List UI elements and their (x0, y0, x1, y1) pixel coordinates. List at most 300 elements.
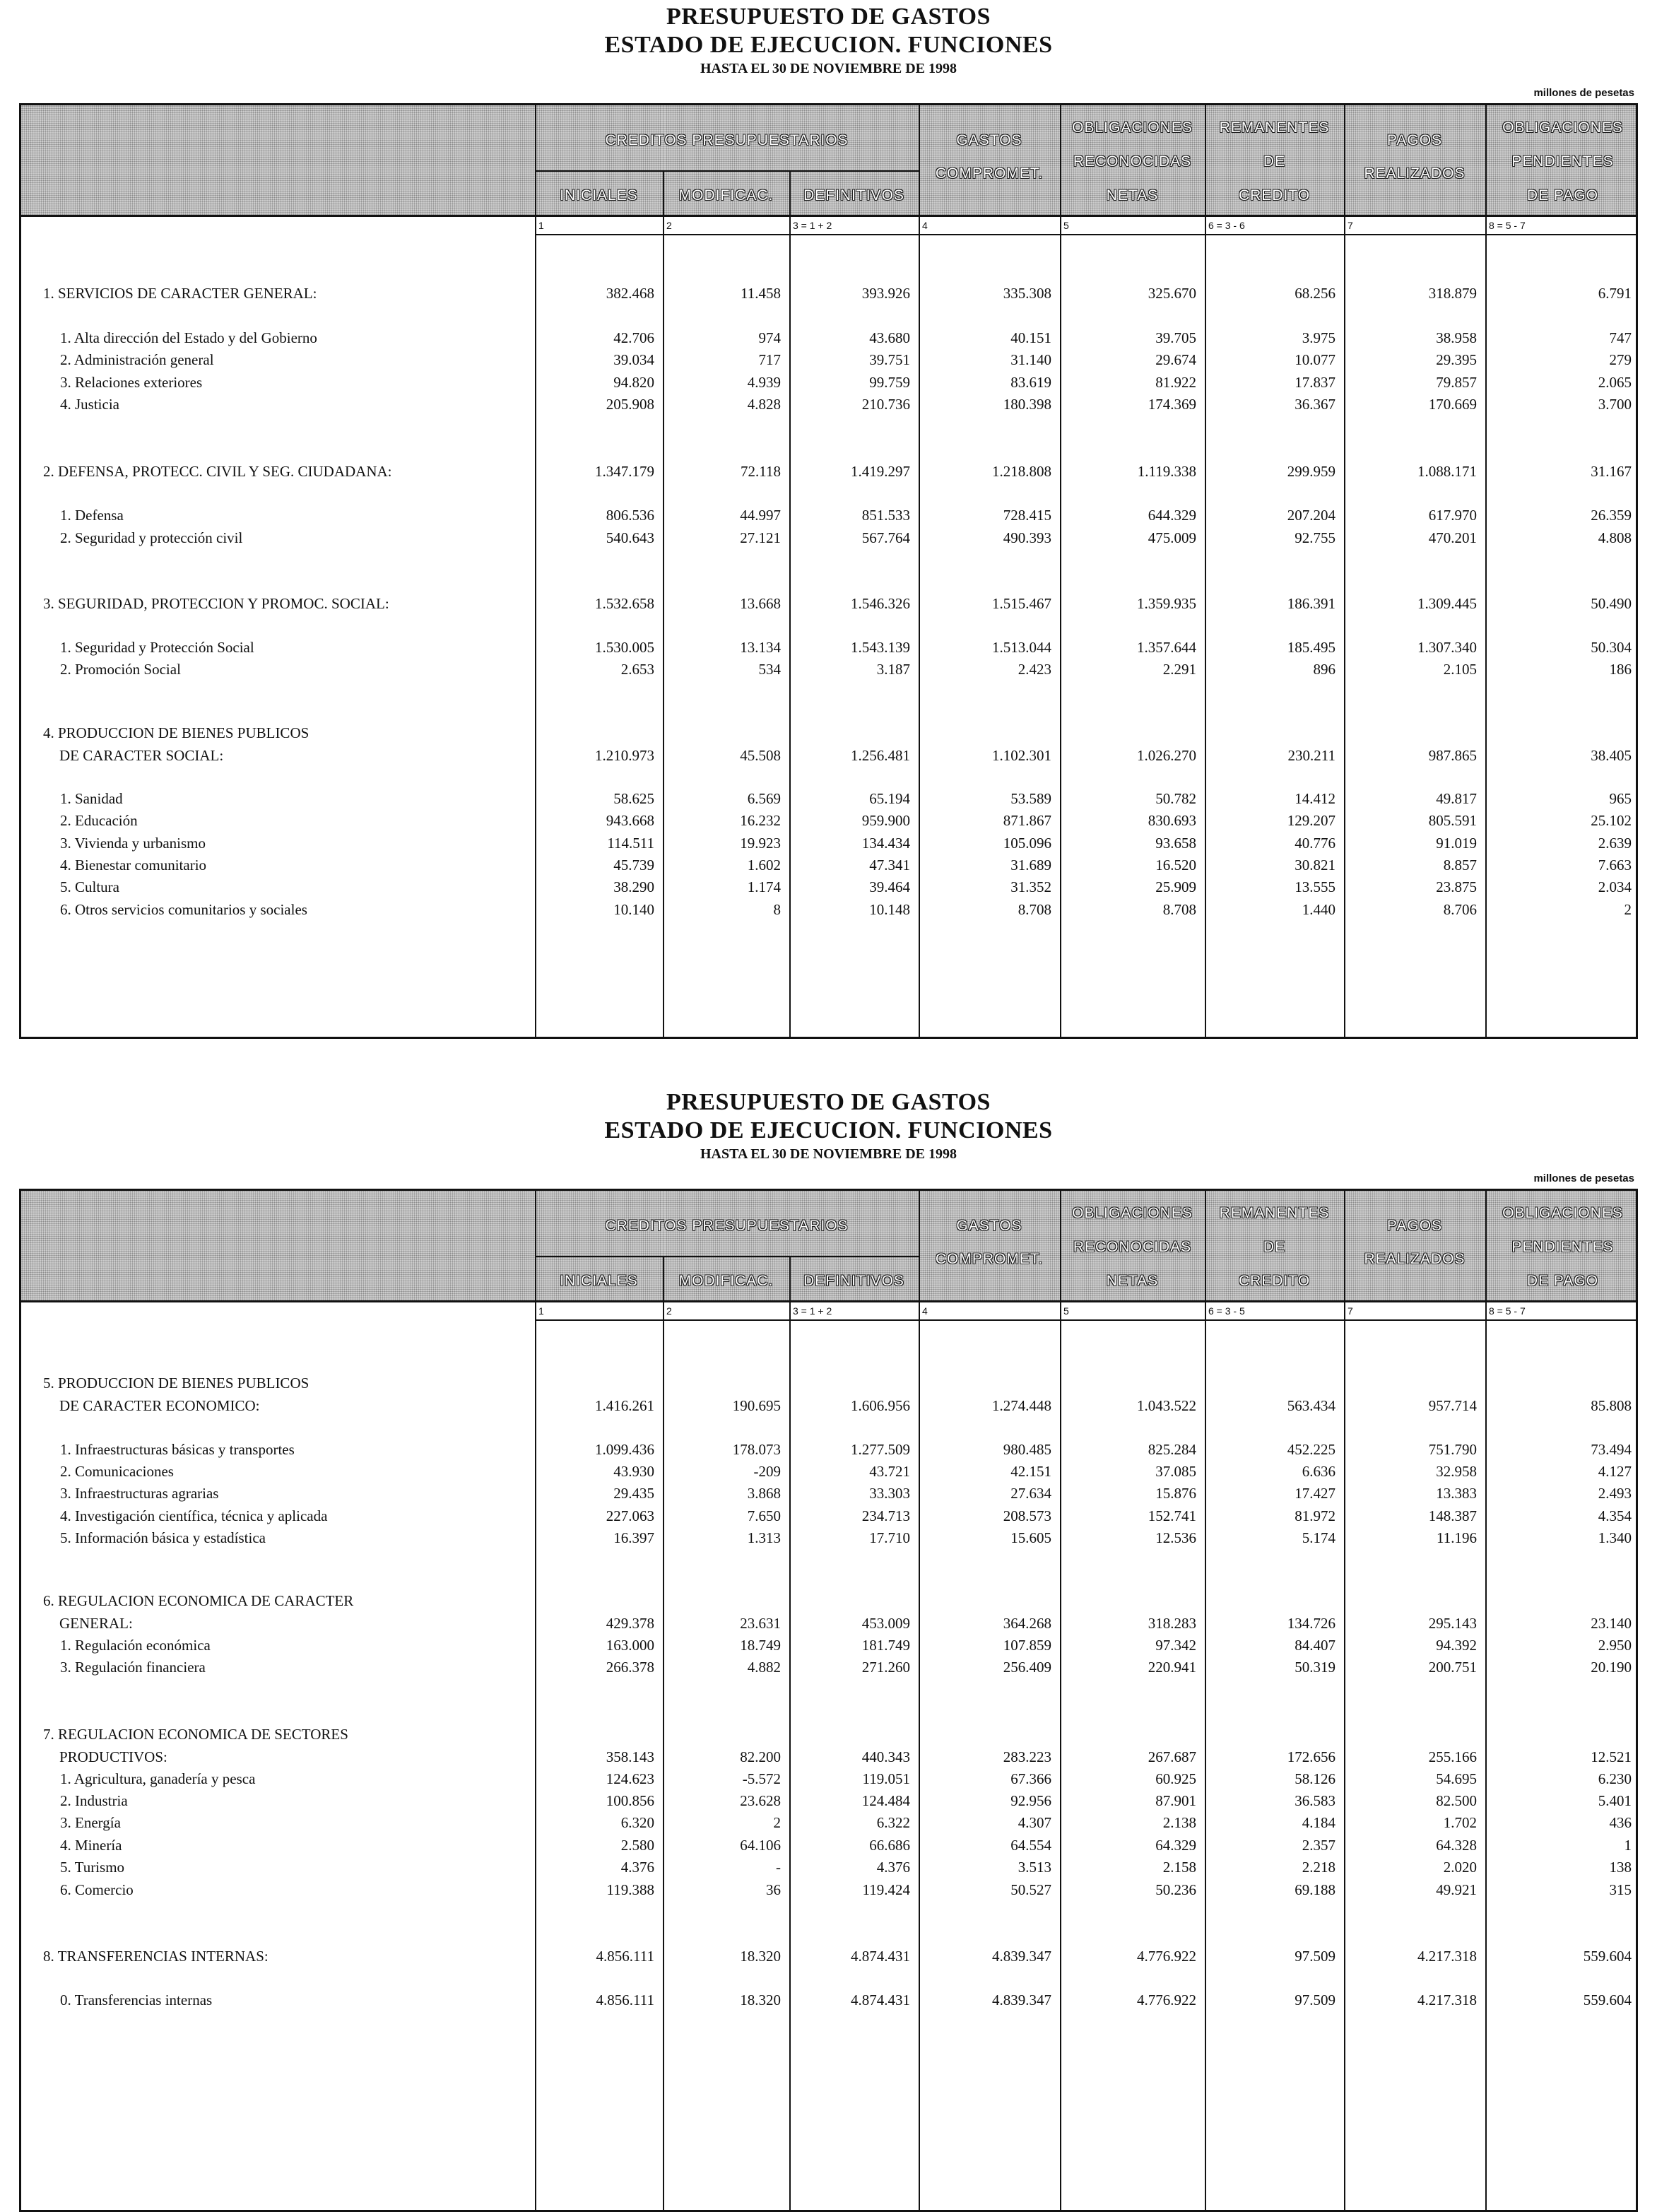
cell-iniciales: 6.320 (620, 1814, 654, 1831)
cell-iniciales: 94.820 (613, 374, 654, 391)
cell-modificac: 44.997 (740, 507, 781, 524)
cell-obligaciones: 37.085 (1155, 1463, 1196, 1480)
cell-obligaciones: 830.693 (1148, 812, 1196, 829)
cell-definitivos: 6.322 (876, 1814, 910, 1831)
cell-pagos: 82.500 (1436, 1792, 1477, 1809)
cell-pagos: 79.857 (1436, 374, 1477, 391)
report-subtitle: HASTA EL 30 DE NOVIEMBRE DE 1998 (700, 61, 957, 76)
cell-definitivos: 851.533 (861, 507, 910, 524)
cell-modificac: - (776, 1859, 781, 1876)
column-divider (1205, 1191, 1206, 2210)
column-number: 4 (922, 220, 928, 231)
line-item-label: 2. Promoción Social (60, 661, 181, 678)
cell-remanentes: 896 (1313, 661, 1335, 678)
cell-modificac: 4.882 (747, 1659, 781, 1676)
section-label: 8. TRANSFERENCIAS INTERNAS: (43, 1948, 269, 1965)
cell-definitivos: 119.051 (862, 1770, 910, 1787)
cell-iniciales: 2.580 (620, 1837, 654, 1854)
cell-remanentes: 3.975 (1302, 329, 1335, 346)
report-page-2 (0, 1086, 1657, 2008)
cell-remanentes: 36.583 (1295, 1792, 1335, 1809)
cell-definitivos: 47.341 (869, 857, 910, 873)
header-modificac: MODIFICAC. (678, 1273, 774, 1289)
column-divider (1485, 1191, 1487, 2210)
title-line-1: PRESUPUESTO DE GASTOS (666, 4, 991, 30)
cell-pendientes: 2.493 (1598, 1485, 1632, 1502)
cell-pendientes: 2.034 (1598, 878, 1632, 895)
cell-pagos: 4.217.318 (1417, 1948, 1477, 1965)
cell-iniciales: 806.536 (606, 507, 654, 524)
cell-pendientes: 4.808 (1598, 529, 1632, 546)
cell-pendientes: 50.490 (1591, 595, 1632, 612)
cell-pagos: 987.865 (1428, 747, 1477, 764)
cell-gastos: 364.268 (1003, 1615, 1051, 1632)
header-obligaciones-line: NETAS (1106, 1273, 1159, 1289)
section-label: PRODUCTIVOS: (59, 1748, 167, 1765)
cell-gastos: 92.956 (1010, 1792, 1051, 1809)
header-definitivos: DEFINITIVOS (803, 1273, 904, 1289)
cell-pagos: 1.309.445 (1417, 595, 1477, 612)
cell-definitivos: 134.434 (861, 835, 910, 852)
cell-modificac: 72.118 (741, 463, 781, 480)
column-divider (535, 105, 536, 1037)
cell-obligaciones: 64.329 (1155, 1837, 1196, 1854)
cell-gastos: 980.485 (1003, 1441, 1051, 1458)
header-remanentes-line: CREDITO (1238, 1273, 1311, 1289)
cell-iniciales: 358.143 (606, 1748, 654, 1765)
title-line-1: PRESUPUESTO DE GASTOS (666, 1089, 991, 1115)
cell-pendientes: 23.140 (1591, 1615, 1632, 1632)
cell-obligaciones: 16.520 (1155, 857, 1196, 873)
cell-definitivos: 43.721 (869, 1463, 910, 1480)
cell-obligaciones: 1.043.522 (1137, 1397, 1196, 1414)
cell-pendientes: 7.663 (1598, 857, 1632, 873)
cell-remanentes: 5.174 (1302, 1529, 1335, 1546)
cell-gastos: 31.689 (1010, 857, 1051, 873)
column-divider (663, 1191, 664, 2210)
cell-iniciales: 4.856.111 (596, 1992, 654, 2008)
cell-iniciales: 4.376 (620, 1859, 654, 1876)
cell-pagos: 170.669 (1428, 396, 1477, 413)
report-title (0, 1088, 1657, 1145)
cell-pagos: 4.217.318 (1417, 1992, 1477, 2008)
cell-modificac: 18.320 (740, 1992, 781, 2008)
cell-pendientes: 5.401 (1598, 1792, 1632, 1809)
cell-pagos: 49.921 (1436, 1881, 1477, 1898)
line-item-label: 1. Regulación económica (60, 1637, 211, 1654)
cell-modificac: 19.923 (740, 835, 781, 852)
cell-pagos: 1.088.171 (1417, 463, 1477, 480)
column-divider (1344, 1191, 1345, 2210)
cell-modificac: -5.572 (742, 1770, 781, 1787)
section-label: 6. REGULACION ECONOMICA DE CARACTER (43, 1592, 354, 1609)
cell-modificac: 717 (758, 351, 781, 368)
cell-definitivos: 4.376 (876, 1859, 910, 1876)
cell-remanentes: 563.434 (1287, 1397, 1335, 1414)
cell-pagos: 1.307.340 (1417, 639, 1477, 656)
colnum-divider (535, 234, 1638, 235)
cell-definitivos: 234.713 (861, 1507, 910, 1524)
colnum-divider (535, 1319, 1638, 1321)
column-number: 5 (1063, 220, 1069, 231)
section-label: 4. PRODUCCION DE BIENES PUBLICOS (43, 724, 309, 741)
cell-gastos: 50.527 (1010, 1881, 1051, 1898)
header-subdivider (535, 170, 919, 172)
cell-pendientes: 6.791 (1598, 285, 1632, 302)
cell-obligaciones: 325.670 (1148, 285, 1196, 302)
cell-gastos: 42.151 (1010, 1463, 1051, 1480)
line-item-label: 1. Sanidad (60, 790, 123, 807)
cell-obligaciones: 644.329 (1148, 507, 1196, 524)
header-pendientes-line: DE PAGO (1526, 187, 1599, 204)
cell-gastos: 3.513 (1018, 1859, 1051, 1876)
cell-iniciales: 10.140 (613, 901, 654, 918)
cell-remanentes: 84.407 (1295, 1637, 1335, 1654)
cell-definitivos: 210.736 (861, 396, 910, 413)
cell-modificac: 4.828 (747, 396, 781, 413)
cell-pagos: 29.395 (1436, 351, 1477, 368)
cell-gastos: 871.867 (1003, 812, 1051, 829)
cell-obligaciones: 15.876 (1155, 1485, 1196, 1502)
cell-modificac: -209 (753, 1463, 781, 1480)
cell-gastos: 490.393 (1003, 529, 1051, 546)
cell-remanentes: 69.188 (1295, 1881, 1335, 1898)
cell-obligaciones: 174.369 (1148, 396, 1196, 413)
header-iniciales: INICIALES (560, 187, 638, 204)
line-item-label: 3. Infraestructuras agrarias (60, 1485, 219, 1502)
cell-modificac: 1.602 (747, 857, 781, 873)
cell-iniciales: 42.706 (613, 329, 654, 346)
budget-table (19, 103, 1638, 1039)
cell-definitivos: 393.926 (861, 285, 910, 302)
column-number: 3 = 1 + 2 (793, 1305, 832, 1317)
cell-modificac: 2 (773, 1814, 781, 1831)
cell-modificac: 27.121 (740, 529, 781, 546)
cell-modificac: 64.106 (740, 1837, 781, 1854)
cell-pendientes: 38.405 (1591, 747, 1632, 764)
cell-remanentes: 299.959 (1287, 463, 1335, 480)
line-item-label: 1. Alta dirección del Estado y del Gobierno (60, 329, 317, 346)
line-item-label: 5. Cultura (60, 878, 119, 895)
cell-obligaciones: 1.359.935 (1137, 595, 1196, 612)
section-label: 5. PRODUCCION DE BIENES PUBLICOS (43, 1375, 309, 1392)
cell-definitivos: 181.749 (861, 1637, 910, 1654)
section-label: 2. DEFENSA, PROTECC. CIVIL Y SEG. CIUDADANA: (43, 463, 392, 480)
cell-iniciales: 163.000 (606, 1637, 654, 1654)
cell-obligaciones: 12.536 (1155, 1529, 1196, 1546)
cell-pendientes: 2 (1624, 901, 1632, 918)
cell-definitivos: 39.751 (869, 351, 910, 368)
line-item-label: 4. Investigación científica, técnica y aplicada (60, 1507, 328, 1524)
cell-pendientes: 559.604 (1583, 1948, 1632, 1965)
cell-pendientes: 436 (1609, 1814, 1632, 1831)
column-divider (789, 105, 791, 1037)
cell-modificac: 974 (758, 329, 781, 346)
cell-gastos: 1.102.301 (992, 747, 1051, 764)
cell-pendientes: 6.230 (1598, 1770, 1632, 1787)
header-remanentes-line: REMANENTES (1219, 1205, 1330, 1221)
column-number: 4 (922, 1305, 928, 1317)
cell-remanentes: 17.427 (1295, 1485, 1335, 1502)
column-number: 7 (1348, 1305, 1353, 1317)
section-label: 3. SEGURIDAD, PROTECCION Y PROMOC. SOCIAL: (43, 595, 389, 612)
line-item-label: 3. Vivienda y urbanismo (60, 835, 206, 852)
report-subtitle: HASTA EL 30 DE NOVIEMBRE DE 1998 (700, 1146, 957, 1162)
cell-gastos: 256.409 (1003, 1659, 1051, 1676)
header-modificac: MODIFICAC. (678, 187, 774, 204)
cell-pendientes: 73.494 (1591, 1441, 1632, 1458)
line-item-label: 3. Relaciones exteriores (60, 374, 203, 391)
cell-pendientes: 3.700 (1598, 396, 1632, 413)
cell-gastos: 15.605 (1010, 1529, 1051, 1546)
cell-obligaciones: 220.941 (1148, 1659, 1196, 1676)
cell-pendientes: 1.340 (1598, 1529, 1632, 1546)
cell-modificac: 6.569 (747, 790, 781, 807)
cell-pendientes: 2.950 (1598, 1637, 1632, 1654)
cell-definitivos: 99.759 (869, 374, 910, 391)
line-item-label: 4. Minería (60, 1837, 122, 1854)
cell-modificac: 45.508 (740, 747, 781, 764)
cell-gastos: 2.423 (1018, 661, 1051, 678)
cell-gastos: 31.352 (1010, 878, 1051, 895)
column-divider (1060, 1191, 1061, 2210)
cell-remanentes: 2.357 (1302, 1837, 1335, 1854)
cell-modificac: 36 (766, 1881, 781, 1898)
cell-gastos: 728.415 (1003, 507, 1051, 524)
cell-remanentes: 36.367 (1295, 396, 1335, 413)
column-number: 1 (538, 1305, 544, 1317)
cell-pagos: 2.020 (1443, 1859, 1477, 1876)
column-divider (1060, 105, 1061, 1037)
cell-gastos: 4.839.347 (992, 1992, 1051, 2008)
cell-iniciales: 124.623 (606, 1770, 654, 1787)
cell-modificac: 23.628 (740, 1792, 781, 1809)
cell-modificac: 3.868 (747, 1485, 781, 1502)
cell-definitivos: 124.484 (861, 1792, 910, 1809)
budget-table (19, 1189, 1638, 2212)
cell-remanentes: 17.837 (1295, 374, 1335, 391)
cell-modificac: 4.939 (747, 374, 781, 391)
header-gastos-line: COMPROMET. (935, 165, 1044, 182)
cell-iniciales: 1.532.658 (595, 595, 654, 612)
line-item-label: 0. Transferencias internas (60, 1992, 213, 2008)
cell-obligaciones: 93.658 (1155, 835, 1196, 852)
header-obligaciones-line: NETAS (1106, 187, 1159, 204)
header-obligaciones-line: OBLIGACIONES (1072, 1205, 1193, 1221)
header-pendientes-line: DE PAGO (1526, 1273, 1599, 1289)
column-divider (919, 105, 920, 1037)
cell-pagos: 2.105 (1443, 661, 1477, 678)
cell-pagos: 255.166 (1428, 1748, 1477, 1765)
cell-obligaciones: 50.782 (1155, 790, 1196, 807)
cell-remanentes: 134.726 (1287, 1615, 1335, 1632)
line-item-label: 1. Defensa (60, 507, 124, 524)
cell-obligaciones: 2.158 (1162, 1859, 1196, 1876)
cell-obligaciones: 39.705 (1155, 329, 1196, 346)
cell-pendientes: 2.065 (1598, 374, 1632, 391)
cell-obligaciones: 475.009 (1148, 529, 1196, 546)
cell-gastos: 1.513.044 (992, 639, 1051, 656)
line-item-label: 2. Administración general (60, 351, 214, 368)
cell-modificac: 1.313 (747, 1529, 781, 1546)
cell-obligaciones: 60.925 (1155, 1770, 1196, 1787)
title-line-2: ESTADO DE EJECUCION. FUNCIONES (604, 1117, 1053, 1143)
column-number: 6 = 3 - 5 (1208, 1305, 1245, 1317)
header-obligaciones-line: OBLIGACIONES (1072, 119, 1193, 136)
cell-pendientes: 12.521 (1591, 1748, 1632, 1765)
cell-pendientes: 25.102 (1591, 812, 1632, 829)
cell-pendientes: 85.808 (1591, 1397, 1632, 1414)
column-divider (919, 1191, 920, 2210)
cell-gastos: 208.573 (1003, 1507, 1051, 1524)
column-number: 2 (666, 1305, 672, 1317)
cell-iniciales: 43.930 (613, 1463, 654, 1480)
header-obligaciones-line: RECONOCIDAS (1073, 1239, 1192, 1255)
line-item-label: 2. Industria (60, 1792, 128, 1809)
cell-definitivos: 3.187 (876, 661, 910, 678)
cell-pagos: 13.383 (1436, 1485, 1477, 1502)
cell-pagos: 49.817 (1436, 790, 1477, 807)
cell-pendientes: 559.604 (1583, 1992, 1632, 2008)
cell-remanentes: 2.218 (1302, 1859, 1335, 1876)
cell-pagos: 8.857 (1443, 857, 1477, 873)
title-line-2: ESTADO DE EJECUCION. FUNCIONES (604, 32, 1053, 58)
cell-obligaciones: 50.236 (1155, 1881, 1196, 1898)
cell-remanentes: 6.636 (1302, 1463, 1335, 1480)
cell-gastos: 40.151 (1010, 329, 1051, 346)
cell-remanentes: 185.495 (1287, 639, 1335, 656)
cell-iniciales: 29.435 (613, 1485, 654, 1502)
line-item-label: 4. Justicia (60, 396, 119, 413)
cell-remanentes: 50.319 (1295, 1659, 1335, 1676)
cell-obligaciones: 825.284 (1148, 1441, 1196, 1458)
cell-gastos: 4.839.347 (992, 1948, 1051, 1965)
cell-obligaciones: 29.674 (1155, 351, 1196, 368)
cell-modificac: 11.458 (741, 285, 781, 302)
cell-gastos: 31.140 (1010, 351, 1051, 368)
cell-remanentes: 58.126 (1295, 1770, 1335, 1787)
cell-modificac: 23.631 (740, 1615, 781, 1632)
cell-pagos: 200.751 (1428, 1659, 1477, 1676)
column-number: 6 = 3 - 6 (1208, 220, 1245, 231)
line-item-label: 1. Infraestructuras básicas y transportes (60, 1441, 295, 1458)
header-pendientes-line: PENDIENTES (1511, 1239, 1614, 1255)
cell-gastos: 1.274.448 (992, 1397, 1051, 1414)
cell-iniciales: 39.034 (613, 351, 654, 368)
cell-pendientes: 26.359 (1591, 507, 1632, 524)
header-remanentes-line: DE (1263, 1239, 1286, 1255)
header-gastos-line: GASTOS (956, 1218, 1022, 1234)
cell-gastos: 107.859 (1003, 1637, 1051, 1654)
cell-pagos: 38.958 (1436, 329, 1477, 346)
cell-modificac: 190.695 (732, 1397, 781, 1414)
header-pendientes-line: OBLIGACIONES (1502, 119, 1623, 136)
cell-remanentes: 40.776 (1295, 835, 1335, 852)
report-title (0, 3, 1657, 59)
cell-obligaciones: 1.119.338 (1137, 463, 1196, 480)
cell-gastos: 8.708 (1018, 901, 1051, 918)
section-label: DE CARACTER SOCIAL: (59, 747, 224, 764)
cell-pendientes: 31.167 (1591, 463, 1632, 480)
column-number: 8 = 5 - 7 (1489, 1305, 1526, 1317)
cell-gastos: 83.619 (1010, 374, 1051, 391)
cell-pendientes: 279 (1609, 351, 1632, 368)
cell-modificac: 18.749 (740, 1637, 781, 1654)
cell-pendientes: 315 (1609, 1881, 1632, 1898)
cell-pagos: 751.790 (1428, 1441, 1477, 1458)
cell-obligaciones: 25.909 (1155, 878, 1196, 895)
column-number: 5 (1063, 1305, 1069, 1317)
column-divider (535, 1191, 536, 2210)
cell-definitivos: 10.148 (869, 901, 910, 918)
cell-iniciales: 114.511 (607, 835, 654, 852)
cell-pagos: 617.970 (1428, 507, 1477, 524)
line-item-label: 6. Otros servicios comunitarios y sociales (60, 901, 307, 918)
cell-iniciales: 429.378 (606, 1615, 654, 1632)
cell-definitivos: 1.277.509 (851, 1441, 910, 1458)
header-pagos-line: PAGOS (1386, 1218, 1443, 1234)
cell-definitivos: 1.546.326 (851, 595, 910, 612)
cell-remanentes: 1.440 (1302, 901, 1335, 918)
cell-obligaciones: 81.922 (1155, 374, 1196, 391)
cell-remanentes: 14.412 (1295, 790, 1335, 807)
cell-iniciales: 943.668 (606, 812, 654, 829)
header-remanentes-line: DE (1263, 153, 1286, 170)
cell-gastos: 105.096 (1003, 835, 1051, 852)
cell-pagos: 957.714 (1428, 1397, 1477, 1414)
cell-pagos: 148.387 (1428, 1507, 1477, 1524)
line-item-label: 1. Seguridad y Protección Social (60, 639, 254, 656)
cell-modificac: 1.174 (747, 878, 781, 895)
cell-definitivos: 1.543.139 (851, 639, 910, 656)
header-pagos-line: REALIZADOS (1364, 165, 1466, 182)
cell-modificac: 13.134 (740, 639, 781, 656)
line-item-label: 5. Información básica y estadística (60, 1529, 266, 1546)
cell-obligaciones: 4.776.922 (1137, 1948, 1196, 1965)
cell-pendientes: 4.127 (1598, 1463, 1632, 1480)
cell-remanentes: 10.077 (1295, 351, 1335, 368)
cell-obligaciones: 8.708 (1162, 901, 1196, 918)
line-item-label: 4. Bienestar comunitario (60, 857, 207, 873)
cell-pagos: 32.958 (1436, 1463, 1477, 1480)
header-remanentes-line: CREDITO (1238, 187, 1311, 204)
cell-obligaciones: 1.026.270 (1137, 747, 1196, 764)
cell-obligaciones: 87.901 (1155, 1792, 1196, 1809)
cell-pagos: 1.702 (1443, 1814, 1477, 1831)
cell-iniciales: 1.099.436 (595, 1441, 654, 1458)
cell-pendientes: 747 (1609, 329, 1632, 346)
cell-pagos: 470.201 (1428, 529, 1477, 546)
cell-definitivos: 1.606.956 (851, 1397, 910, 1414)
cell-modificac: 18.320 (740, 1948, 781, 1965)
cell-remanentes: 129.207 (1287, 812, 1335, 829)
cell-modificac: 82.200 (740, 1748, 781, 1765)
cell-definitivos: 4.874.431 (851, 1992, 910, 2008)
header-obligaciones-line: RECONOCIDAS (1073, 153, 1192, 170)
report-page-1 (0, 0, 1657, 918)
cell-pagos: 805.591 (1428, 812, 1477, 829)
cell-iniciales: 266.378 (606, 1659, 654, 1676)
cell-definitivos: 39.464 (869, 878, 910, 895)
cell-pagos: 94.392 (1436, 1637, 1477, 1654)
cell-definitivos: 453.009 (861, 1615, 910, 1632)
cell-obligaciones: 1.357.644 (1137, 639, 1196, 656)
cell-iniciales: 16.397 (613, 1529, 654, 1546)
cell-obligaciones: 97.342 (1155, 1637, 1196, 1654)
line-item-label: 2. Comunicaciones (60, 1463, 174, 1480)
cell-obligaciones: 4.776.922 (1137, 1992, 1196, 2008)
cell-obligaciones: 267.687 (1148, 1748, 1196, 1765)
